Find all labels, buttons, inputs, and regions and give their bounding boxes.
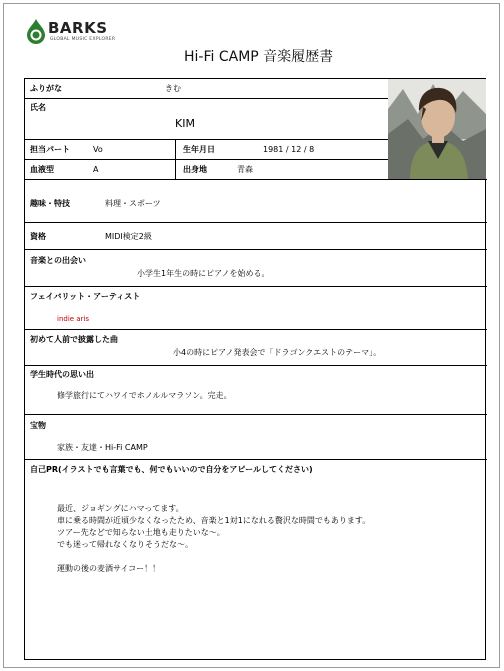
favorite-artist-label: フェイバリット・アーティスト	[30, 292, 141, 301]
first-performance-label: 初めて人前で披露した曲	[30, 335, 118, 344]
treasure-value: 家族・友達・Hi-Fi CAMP	[57, 443, 148, 452]
self-pr-line: でも迷って帰れなくなりそうだな～。	[57, 540, 193, 549]
music-encounter-label: 音楽との出会い	[30, 256, 86, 265]
logo-wordmark: BARKS	[48, 19, 108, 37]
part-label: 担当パート	[30, 145, 70, 154]
hometown-label: 出身地	[183, 165, 207, 174]
name-value: KIM	[175, 117, 195, 130]
hobby-label: 趣味・特技	[30, 199, 70, 208]
blood-type-label: 血液型	[30, 165, 54, 174]
student-memory-value: 修学旅行にてハワイでホノルルマラソン。完走。	[57, 391, 232, 400]
self-pr-line: 運動の後の麦酒サイコー！！	[57, 564, 161, 573]
music-encounter-value: 小学生1年生の時にピアノを始める。	[137, 269, 270, 278]
first-performance-value: 小4の時にピアノ発表会で「ドラゴンクエストのテーマ」。	[173, 348, 382, 357]
resume-form	[24, 78, 486, 660]
qualification-value: MIDI検定2級	[105, 232, 152, 241]
barks-logo	[26, 18, 136, 48]
self-pr-text	[57, 503, 370, 575]
self-pr-line: 最近、ジョギングにハマってます。	[57, 504, 184, 513]
qualification-label: 資格	[30, 232, 46, 241]
furigana-label: ふりがな	[30, 84, 62, 93]
hobby-value: 料理・スポーツ	[105, 199, 161, 208]
student-memory-label: 学生時代の思い出	[30, 370, 94, 379]
birthday-label: 生年月日	[183, 145, 215, 154]
logo-tagline: GLOBAL MUSIC EXPLORER	[50, 37, 116, 42]
furigana-value: きむ	[165, 84, 181, 93]
favorite-artist-value: indie aris	[57, 315, 90, 323]
self-pr-label: 自己PR(イラストでも言葉でも、何でもいいので自分をアピールしてください)	[30, 465, 313, 474]
name-label: 氏名	[30, 103, 46, 112]
self-pr-line: 車に乗る時間が近頃少なくなったため、音楽と1対1になれる贅沢な時間でもあります。	[57, 516, 371, 525]
part-value: Vo	[93, 145, 103, 154]
logo-drop-icon	[26, 18, 46, 44]
birthday-value: 1981 / 12 / 8	[263, 145, 315, 154]
profile-photo	[388, 79, 486, 179]
blood-type-value: A	[93, 165, 99, 174]
hometown-value: 青森	[237, 165, 253, 174]
self-pr-line: ツアー先などで知らない土地も走りたいな～。	[57, 528, 225, 537]
document-title: Hi-Fi CAMP 音楽履歴書	[184, 49, 334, 65]
self-pr-line	[57, 551, 370, 563]
treasure-label: 宝物	[30, 421, 46, 430]
document-page	[3, 3, 500, 668]
